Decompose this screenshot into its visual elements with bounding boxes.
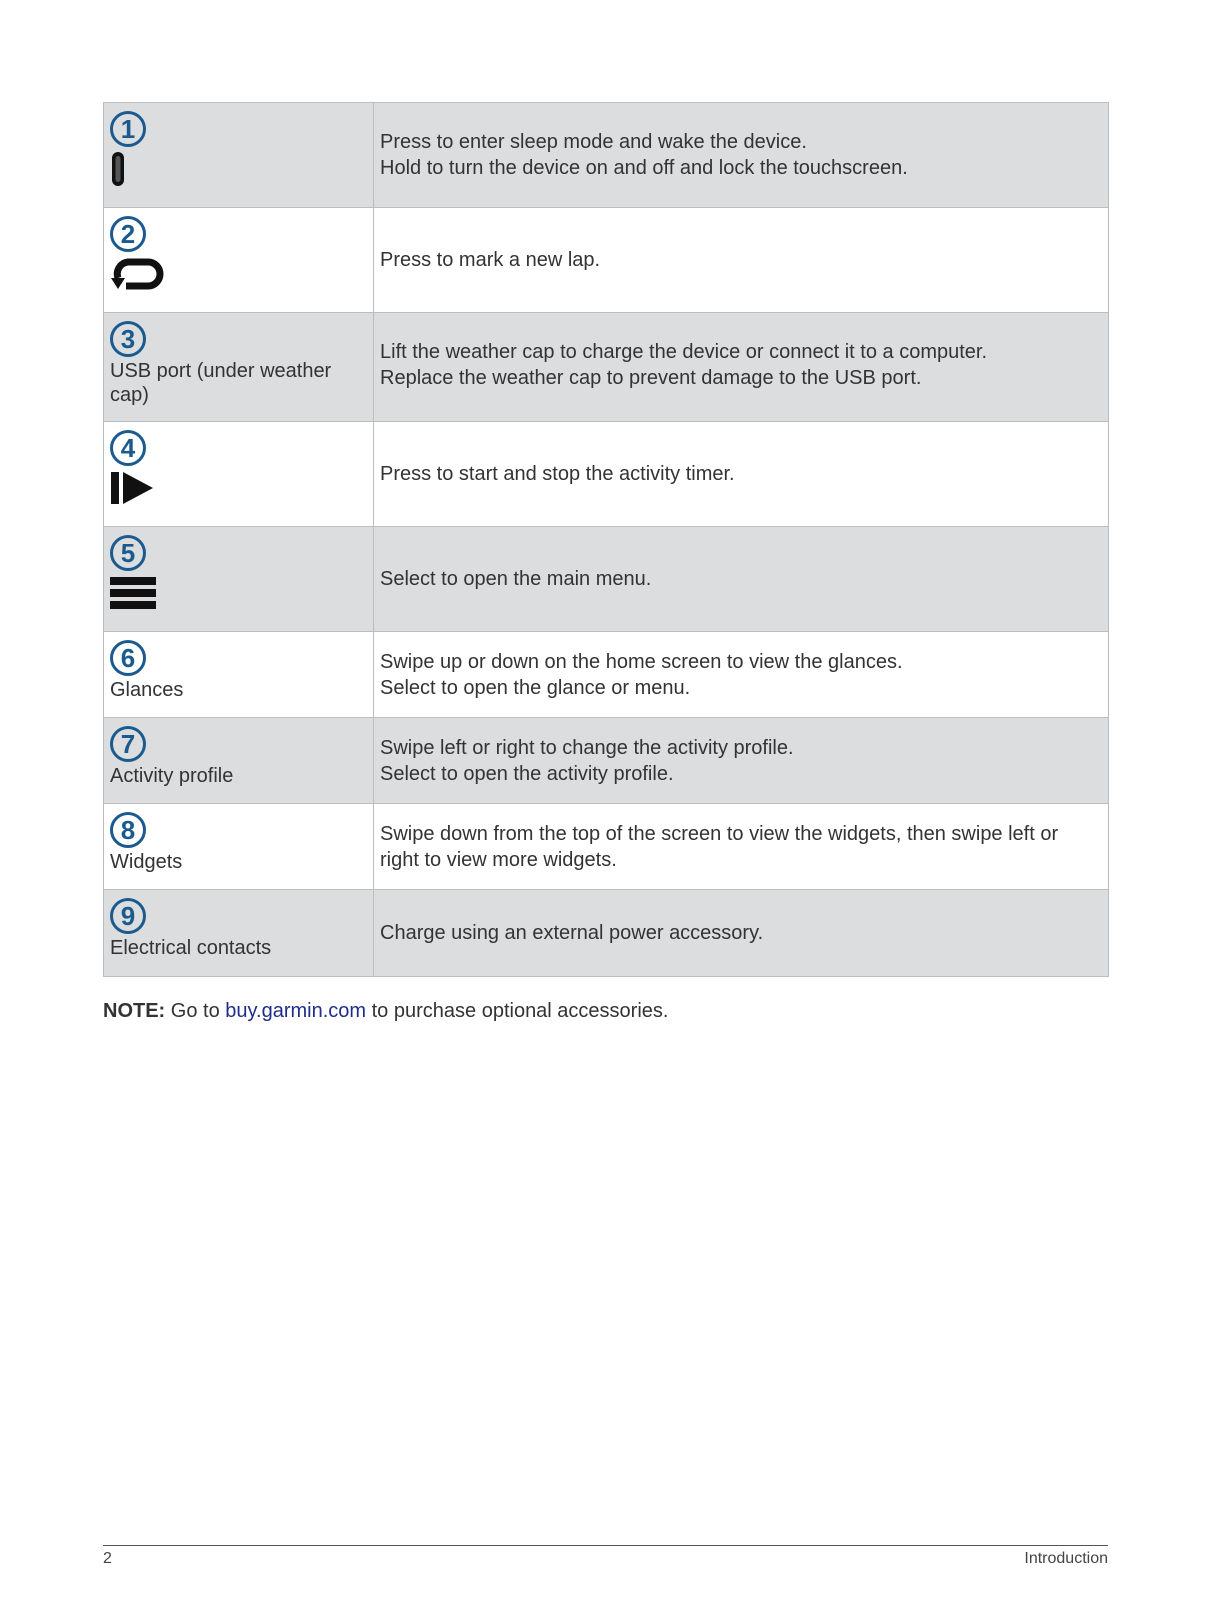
description-line: Select to open the activity profile. [380,762,674,785]
callout-number: 6 [110,640,146,676]
key-label: Glances [110,679,184,701]
note-text-post: to purchase optional accessories. [371,1000,669,1022]
description-cell [374,890,1109,977]
table-row [104,890,1109,977]
power-key-icon [110,151,367,187]
description-cell [374,632,1109,718]
key-label: USB port (under weather cap) [110,360,332,406]
key-cell [104,804,374,890]
description-cell [374,313,1109,422]
description-line: Select to open the main menu. [380,568,652,590]
note-paragraph [103,1000,668,1023]
menu-icon [110,575,367,611]
table-row [104,527,1109,632]
description-cell [374,718,1109,804]
key-cell [104,632,374,718]
description-cell [374,804,1109,890]
key-cell [104,527,374,632]
callout-number: 5 [110,535,146,571]
table-row [104,804,1109,890]
description-line: Press to start and stop the activity timer. [380,463,735,485]
start-stop-icon [110,470,367,506]
callout-number: 2 [110,216,146,252]
callout-number: 3 [110,321,146,357]
callout-number: 7 [110,726,146,762]
callout-number: 8 [110,812,146,848]
key-label: Widgets [110,851,183,873]
table-row [104,632,1109,718]
key-cell [104,890,374,977]
note-label: NOTE: [103,1000,166,1022]
description-line: Hold to turn the device on and off and lock the touchscreen. [380,157,908,179]
description-cell [374,527,1109,632]
callout-number: 9 [110,898,146,934]
description-line: Press to enter sleep mode and wake the device. [380,131,807,153]
description-cell [374,208,1109,313]
key-label: Electrical contacts [110,937,272,959]
key-cell [104,422,374,527]
description-line: Select to open the glance or menu. [380,676,691,699]
table-row [104,103,1109,208]
key-cell [104,103,374,208]
garmin-link[interactable]: buy.garmin.com [225,1000,367,1022]
lap-loop-icon [110,256,367,294]
keys-table [103,102,1109,977]
key-cell [104,718,374,804]
description-line: Charge using an external power accessory. [380,922,764,944]
note-text-pre: Go to [170,1000,220,1022]
callout-number: 1 [110,111,146,147]
section-title: Introduction [1024,1550,1108,1567]
footer-divider [103,1545,1108,1546]
description-line: Lift the weather cap to charge the device or connect it to a computer. [380,341,988,363]
table-row [104,208,1109,313]
description-cell [374,422,1109,527]
description-line: Swipe left or right to change the activity profile. [380,736,794,759]
table-row [104,313,1109,422]
key-cell [104,313,374,422]
table-row [104,422,1109,527]
description-line: Swipe up or down on the home screen to view the glances. [380,650,903,673]
description-cell [374,103,1109,208]
description-line: Swipe down from the top of the screen to view the widgets, then swipe left or right to view more widgets. [380,822,1059,871]
key-cell [104,208,374,313]
table-row [104,718,1109,804]
callout-number: 4 [110,430,146,466]
key-label: Activity profile [110,765,234,787]
page-number: 2 [103,1550,112,1567]
description-line: Press to mark a new lap. [380,249,601,271]
description-line: Replace the weather cap to prevent damage to the USB port. [380,367,922,389]
